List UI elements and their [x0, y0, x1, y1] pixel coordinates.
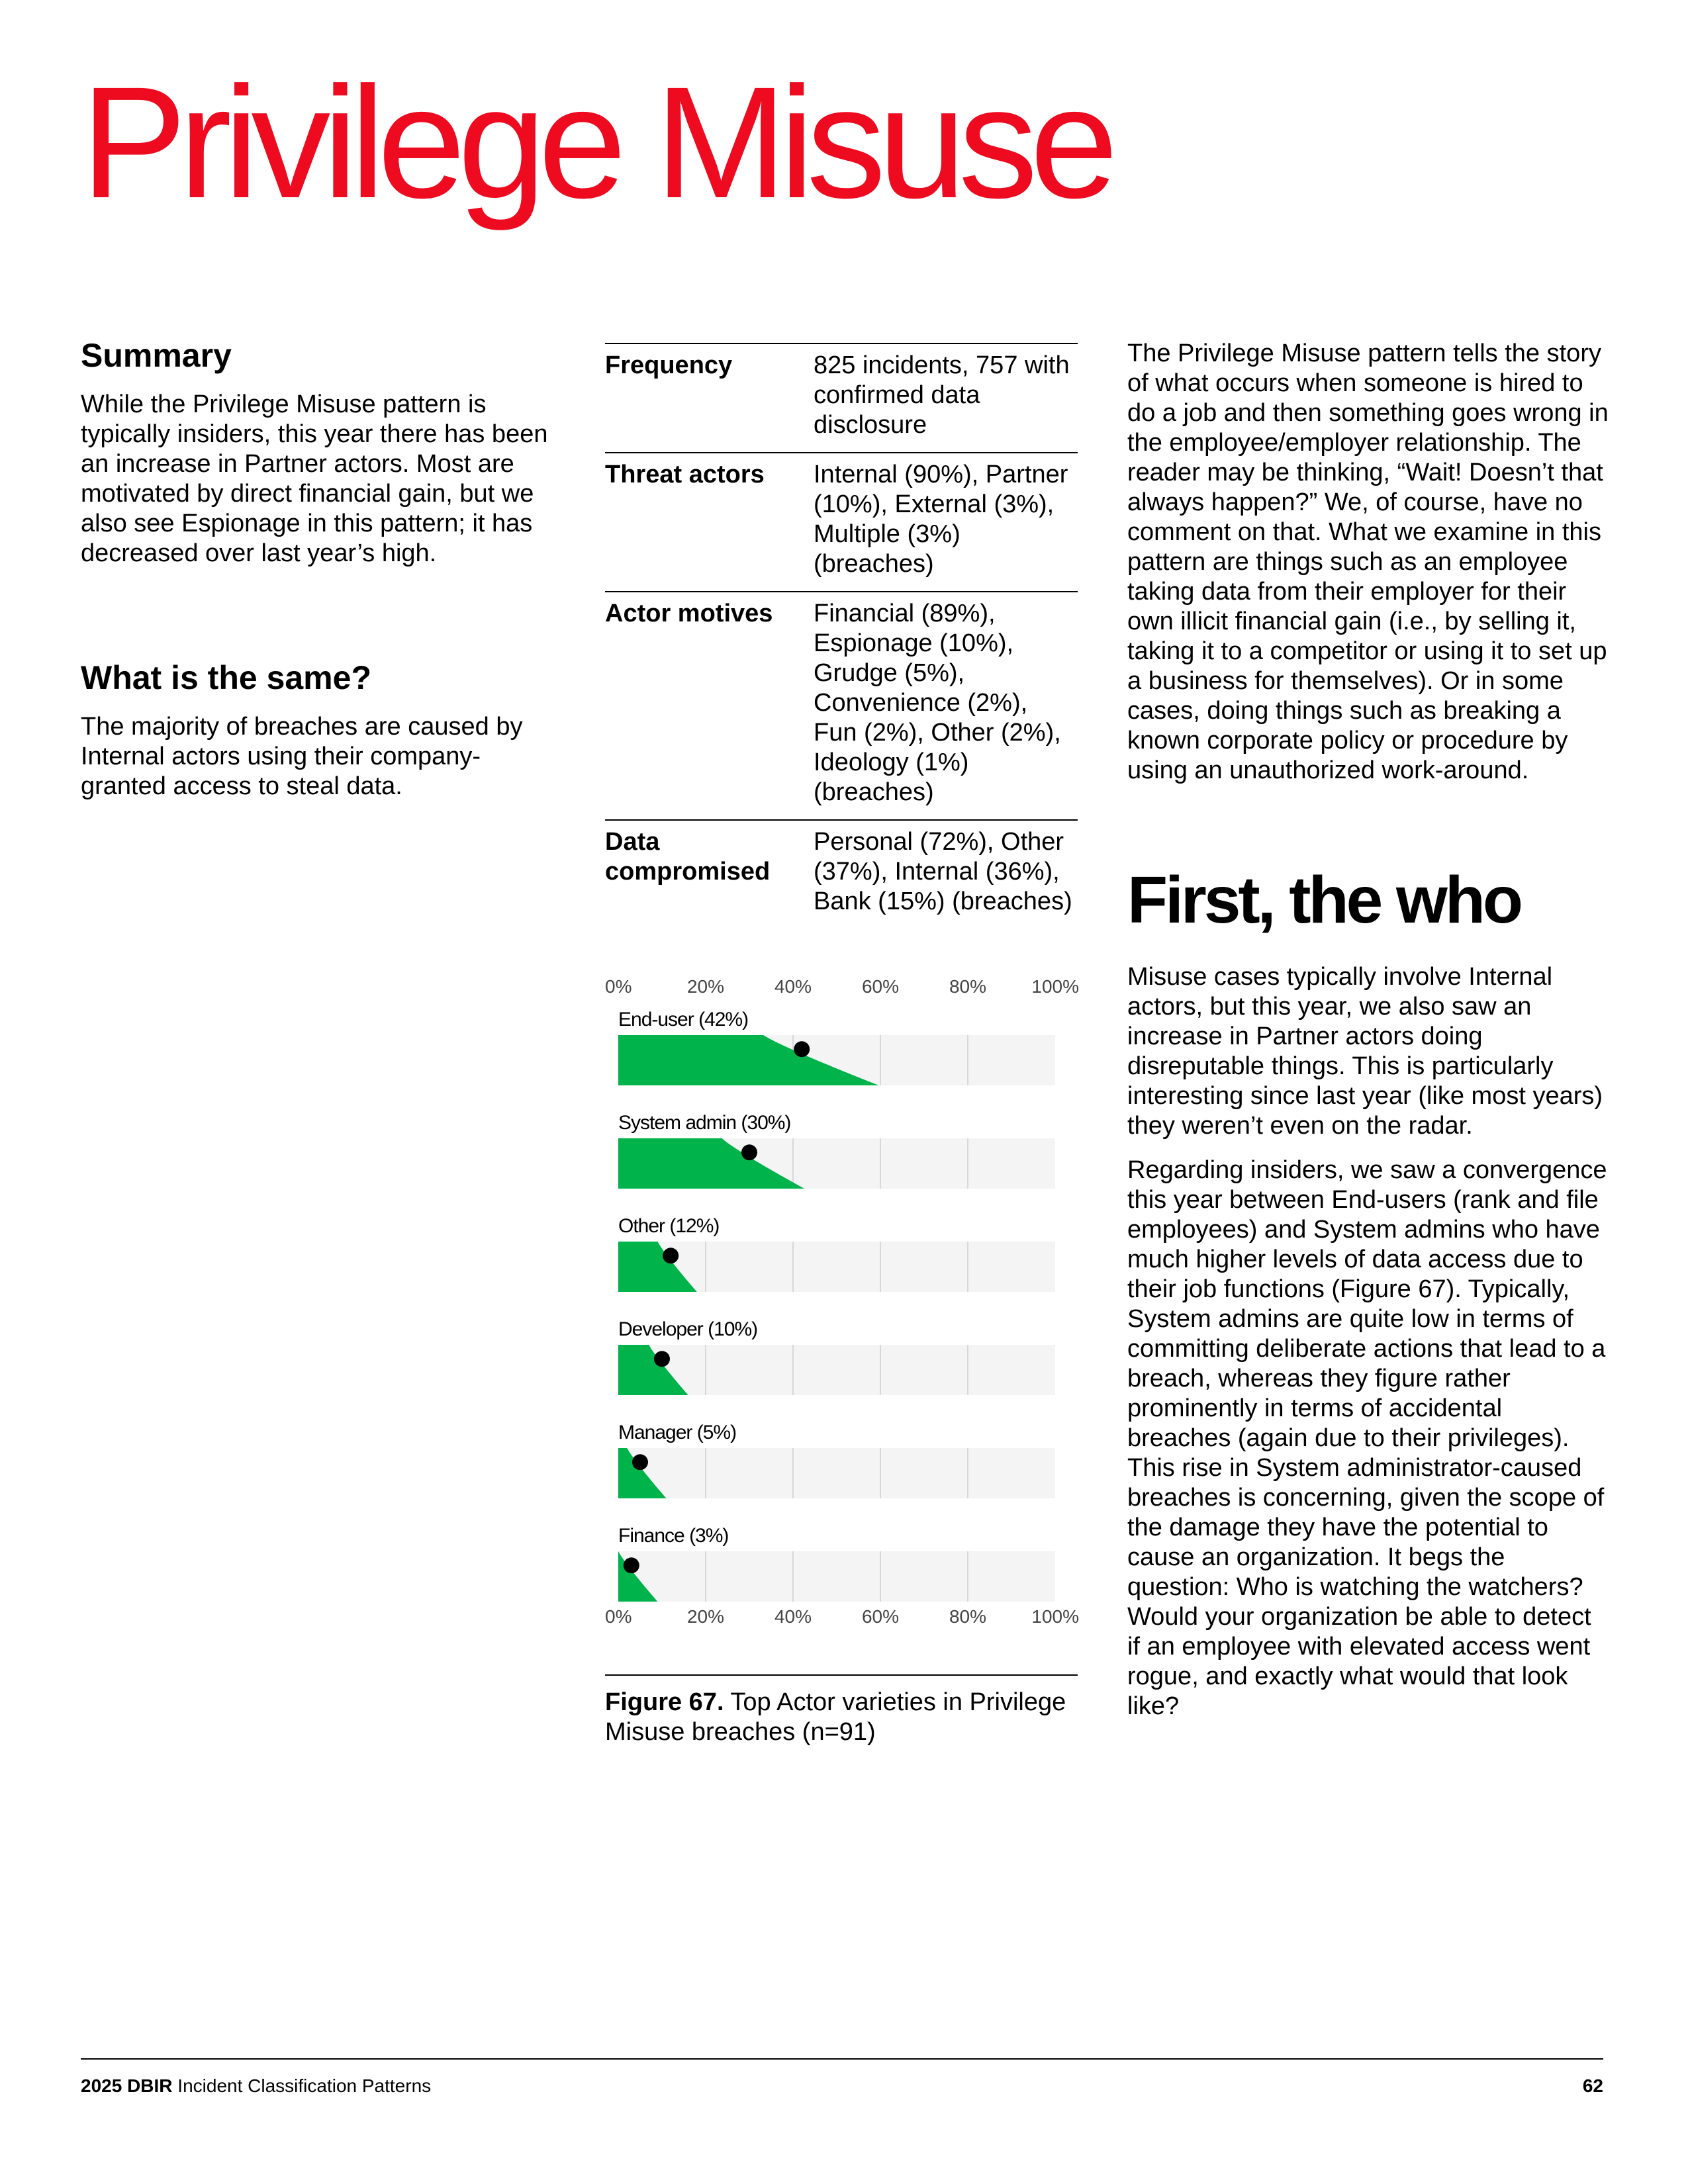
page-footer — [81, 2058, 1603, 2097]
actor-varieties-chart — [596, 973, 1086, 1628]
info-label: Frequency — [605, 351, 733, 379]
same-heading: What is the same? — [81, 659, 371, 696]
info-label: Threat actors — [605, 461, 765, 488]
summary-heading: Summary — [81, 337, 232, 374]
x-tick-label-bottom: 80% — [949, 1606, 987, 1627]
x-tick-label-top: 80% — [949, 976, 987, 997]
x-tick-label-top: 60% — [861, 976, 900, 997]
figure-caption — [605, 1674, 1078, 1747]
info-label: Data compromised — [605, 828, 771, 886]
who-heading: First, the who — [1127, 863, 1521, 937]
x-tick-label-bottom: 0% — [605, 1606, 632, 1627]
category-label: Other (12%) — [618, 1215, 720, 1237]
same-text: The majority of breaches are caused by Internal actors using their company-granted access to steal data. — [81, 713, 523, 800]
x-tick-label-top: 100% — [1031, 976, 1079, 997]
info-row-actor-motives — [605, 591, 1078, 819]
info-row-data-compromised — [605, 819, 1078, 929]
who-section — [1127, 863, 1611, 1736]
x-tick-label-bottom: 60% — [861, 1606, 900, 1627]
info-value: 825 incidents, 757 with confirmed data disclosure — [814, 351, 1070, 439]
x-tick-label-bottom: 20% — [686, 1606, 725, 1627]
info-label: Actor motives — [605, 600, 773, 627]
who-body — [1127, 962, 1611, 1721]
category-label: Manager (5%) — [618, 1422, 737, 1443]
category-label: System admin (30%) — [618, 1112, 791, 1134]
info-value: Personal (72%), Other (37%), Internal (36%), Bank (15%) (breaches) — [814, 828, 1072, 915]
point-estimate — [794, 1041, 810, 1057]
who-paragraph-1: Misuse cases typically involve Internal actors, but this year, we also saw an increase in Partner actors doing disreputable things. This is particularly interesting since last year (like most years) they weren’t even on the radar. — [1127, 963, 1603, 1140]
point-estimate — [663, 1248, 679, 1263]
pattern-info-table — [605, 343, 1078, 929]
x-tick-label-bottom: 100% — [1031, 1606, 1079, 1627]
category-label: Developer (10%) — [618, 1318, 758, 1340]
figure-label: Figure 67. — [605, 1688, 724, 1716]
who-paragraph-2: Regarding insiders, we saw a convergence this year between End-users (rank and file employees) and System admins who have much higher levels of data access due to their job functions (Figure 67). Typically, System admins are quite low in terms of committing deliberate actions that lead to a breach, whereas they figure rather prominently in terms of accidental breaches (again due to their privileges). This rise in System administrator-caused breaches is concerning, given the scope of the damage they have the potential to cause an organization. It begs the question: Who is watching the watchers? Would your organization be able to detect if an employee with elevated access went rogue, and exactly what would that look like? — [1127, 1156, 1607, 1720]
chart-row — [618, 1318, 1055, 1395]
footer-report — [81, 2075, 431, 2097]
chart-row — [618, 1009, 1055, 1085]
info-row-threat-actors — [605, 452, 1078, 591]
info-value: Internal (90%), Partner (10%), External (3%), Multiple (3%) (breaches) — [814, 461, 1068, 578]
info-value: Financial (89%), Espionage (10%), Grudge (5%), Convenience (2%), Fun (2%), Other (2%), Ideology (1%) (breaches) — [814, 600, 1061, 806]
point-estimate — [654, 1351, 670, 1367]
chart-row — [618, 1525, 1055, 1602]
point-estimate — [624, 1557, 639, 1573]
info-row-frequency — [605, 343, 1078, 452]
footer-section: Incident Classification Patterns — [172, 2075, 432, 2096]
x-tick-label-top: 40% — [774, 976, 812, 997]
intro-text: The Privilege Misuse pattern tells the story of what occurs when someone is hired to do a job and then something goes wrong in the employee/employer relationship. The reader may be thinking, “Wait! Doesn’t that always happen?” We, of course, have no comment on that. What we examine in this pattern are things such as an employee taking data from their employer for their own illicit financial gain (i.e., by selling it, taking it to a competitor or using it to set up a business for themselves). Or in some cases, doing things such as breaking a known corporate policy or procedure by using an unauthorized work-around. — [1127, 340, 1609, 784]
x-tick-label-top: 0% — [605, 976, 632, 997]
chart-row — [618, 1112, 1055, 1189]
x-tick-label-bottom: 40% — [774, 1606, 812, 1627]
x-tick-label-top: 20% — [686, 976, 725, 997]
same-section — [81, 660, 557, 801]
category-label: Finance (3%) — [618, 1525, 729, 1547]
page-title: Privilege Misuse — [81, 54, 1111, 231]
chart-row — [618, 1215, 1055, 1292]
chart-row — [618, 1422, 1055, 1498]
summary-section — [81, 338, 557, 569]
summary-text: While the Privilege Misuse pattern is typically insiders, this year there has been an increase in Partner actors. Most are motivated by direct financial gain, but we also see Espionage in this pattern; it has decreased over last year’s high. — [81, 390, 548, 567]
point-estimate — [632, 1454, 648, 1470]
footer-report-title: 2025 DBIR — [81, 2075, 173, 2096]
page-number: 62 — [1582, 2075, 1603, 2096]
category-label: End-user (42%) — [618, 1009, 749, 1030]
bar-track — [618, 1551, 1055, 1602]
bar-track — [618, 1345, 1055, 1395]
figure-text: Top Actor varieties in Privilege Misuse breaches (n=91) — [605, 1688, 1066, 1746]
point-estimate — [741, 1144, 757, 1160]
bar-track — [618, 1448, 1055, 1498]
